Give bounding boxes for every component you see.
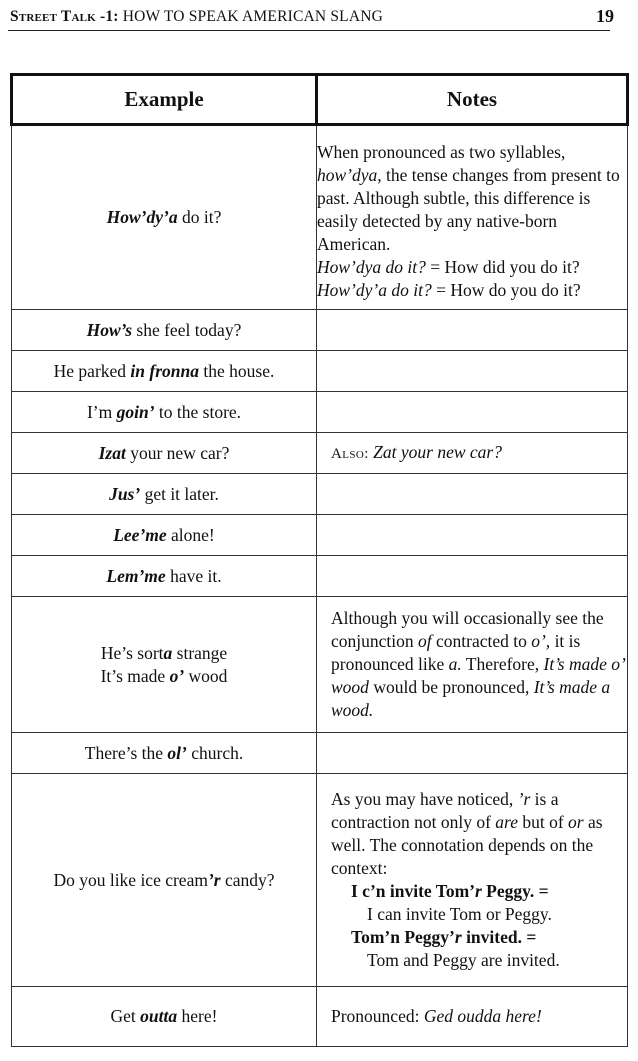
example-text: There’s the: [84, 742, 168, 763]
example-cell: [12, 597, 317, 733]
note-italic: ’r: [517, 789, 531, 809]
note-italic: How’dya do it?: [317, 257, 426, 277]
note-italic: Ged oudda here!: [423, 1006, 542, 1026]
note-text: would be pronounced,: [368, 677, 534, 697]
table-row: [12, 774, 628, 987]
series-name: Street Talk -1:: [10, 8, 119, 25]
example-cell: [12, 125, 317, 310]
table-row: [12, 474, 628, 515]
note-bold: Tom’n Peggy’: [351, 927, 455, 947]
example-text: she feel today?: [132, 319, 242, 340]
note-text: = How did you do it?: [425, 257, 580, 277]
table-header: [12, 75, 628, 125]
slang-term: Lee’me: [113, 524, 167, 545]
example-text: It’s made: [100, 665, 170, 686]
example-cell: [12, 556, 317, 597]
table-row: [12, 733, 628, 774]
note-italic: It’s made o’ wood: [331, 654, 624, 697]
example-text: church.: [186, 742, 244, 763]
example-text: here!: [177, 1006, 218, 1026]
notes-cell: [317, 774, 628, 987]
slang-term: ol’: [167, 742, 187, 763]
notes-cell: [317, 556, 628, 597]
table-row: [12, 597, 628, 733]
note-italic: are: [495, 812, 518, 832]
note-text: = How do you do it?: [431, 280, 581, 300]
note-bold-italic: r: [474, 881, 482, 901]
example-text: candy?: [220, 869, 275, 890]
note-text: but of: [517, 812, 569, 832]
column-header-example: Example: [12, 75, 317, 125]
example-text: He’s sort: [100, 642, 164, 663]
example-text: have it.: [165, 565, 222, 586]
slang-term: How’s: [86, 319, 133, 340]
example-text: to the store.: [154, 401, 242, 422]
running-head: [10, 6, 614, 28]
slang-term: Lem’me: [106, 565, 166, 586]
example-text: alone!: [166, 524, 215, 545]
table-row: [12, 125, 628, 310]
note-bold-italic: r: [454, 927, 462, 947]
notes-cell: [317, 351, 628, 392]
note-translation: Tom and Peggy are invited.: [367, 950, 560, 970]
example-cell: [12, 774, 317, 987]
note-text: As you may have noticed,: [331, 789, 518, 809]
slang-term: ’r: [207, 869, 221, 890]
example-cell: [12, 351, 317, 392]
example-cell: [12, 392, 317, 433]
example-text: do it?: [177, 207, 222, 227]
example-line: [12, 642, 316, 665]
note-text: the tense changes from present to past. Although subtle, this difference is easily detected by any native-born American.: [317, 165, 620, 254]
notes-cell: [317, 987, 628, 1047]
book-title: [10, 8, 383, 26]
slang-term: Jus’: [109, 483, 141, 504]
notes-cell: [317, 515, 628, 556]
table-row: [12, 433, 628, 474]
slang-term: a: [163, 642, 173, 663]
example-cell: [12, 515, 317, 556]
note-bold: Peggy. =: [481, 881, 549, 901]
example-text: strange: [172, 642, 228, 663]
column-header-notes: Notes: [317, 75, 628, 125]
example-text: I’m: [86, 401, 117, 422]
example-text: Do you like ice cream: [53, 869, 208, 890]
note-text: it is pronounced like: [331, 631, 581, 674]
note-example-line: [331, 880, 627, 903]
example-text: the house.: [199, 360, 275, 381]
note-italic: how’dya,: [317, 165, 382, 185]
example-cell: [12, 733, 317, 774]
example-text: He parked: [53, 360, 131, 381]
note-bold: I c’n invite Tom’: [351, 881, 475, 901]
note-bold: invited. =: [461, 927, 537, 947]
example-cell: [12, 987, 317, 1047]
note-italic: of: [418, 631, 432, 651]
table-row: [12, 556, 628, 597]
notes-cell: [317, 597, 628, 733]
notes-cell: [317, 392, 628, 433]
table-row: [12, 392, 628, 433]
slang-term: o’: [169, 665, 185, 686]
example-line: [12, 665, 316, 688]
example-cell: [12, 310, 317, 351]
table-row: [12, 310, 628, 351]
example-cell: [12, 433, 317, 474]
note-text: Pronounced:: [331, 1006, 424, 1026]
slang-term: How’dy’a: [106, 207, 178, 227]
note-italic: Zat your new car?: [368, 441, 502, 462]
note-example-line: [331, 926, 627, 949]
notes-cell: [317, 733, 628, 774]
table-row: [12, 515, 628, 556]
example-text: your new car?: [125, 442, 230, 463]
slang-term: outta: [140, 1006, 178, 1026]
notes-cell: [317, 125, 628, 310]
note-text: When pronounced as two syllables,: [317, 142, 566, 162]
header-rule: [8, 30, 610, 31]
slang-table: [10, 73, 629, 1047]
example-text: wood: [184, 665, 228, 686]
table-row: [12, 987, 628, 1047]
note-text: is a contraction not only of: [331, 789, 559, 832]
example-text: Get: [110, 1006, 141, 1026]
slang-term: in fronna: [130, 360, 199, 381]
note-text: as well. The connotation depends on the context:: [331, 812, 603, 878]
also-label: Also:: [331, 445, 369, 462]
example-text: get it later.: [140, 483, 219, 504]
notes-cell: [317, 474, 628, 515]
note-italic: o’,: [531, 631, 551, 651]
note-italic: or: [568, 812, 584, 832]
note-italic: How’dy’a do it?: [317, 280, 432, 300]
note-italic: It’s made a wood.: [331, 677, 611, 720]
note-italic: a.: [448, 654, 462, 674]
note-text: Therefore,: [461, 654, 544, 674]
table-row: [12, 351, 628, 392]
slang-term: goin’: [116, 401, 155, 422]
notes-cell: [317, 310, 628, 351]
note-translation: I can invite Tom or Peggy.: [367, 904, 552, 924]
notes-cell: [317, 433, 628, 474]
note-text: Although you will occasionally see the conjunction: [331, 608, 604, 651]
note-text: contracted to: [431, 631, 532, 651]
example-cell: [12, 474, 317, 515]
book-subtitle: HOW TO SPEAK AMERICAN SLANG: [122, 8, 384, 25]
slang-term: Izat: [98, 442, 126, 463]
page-number: 19: [596, 6, 614, 26]
